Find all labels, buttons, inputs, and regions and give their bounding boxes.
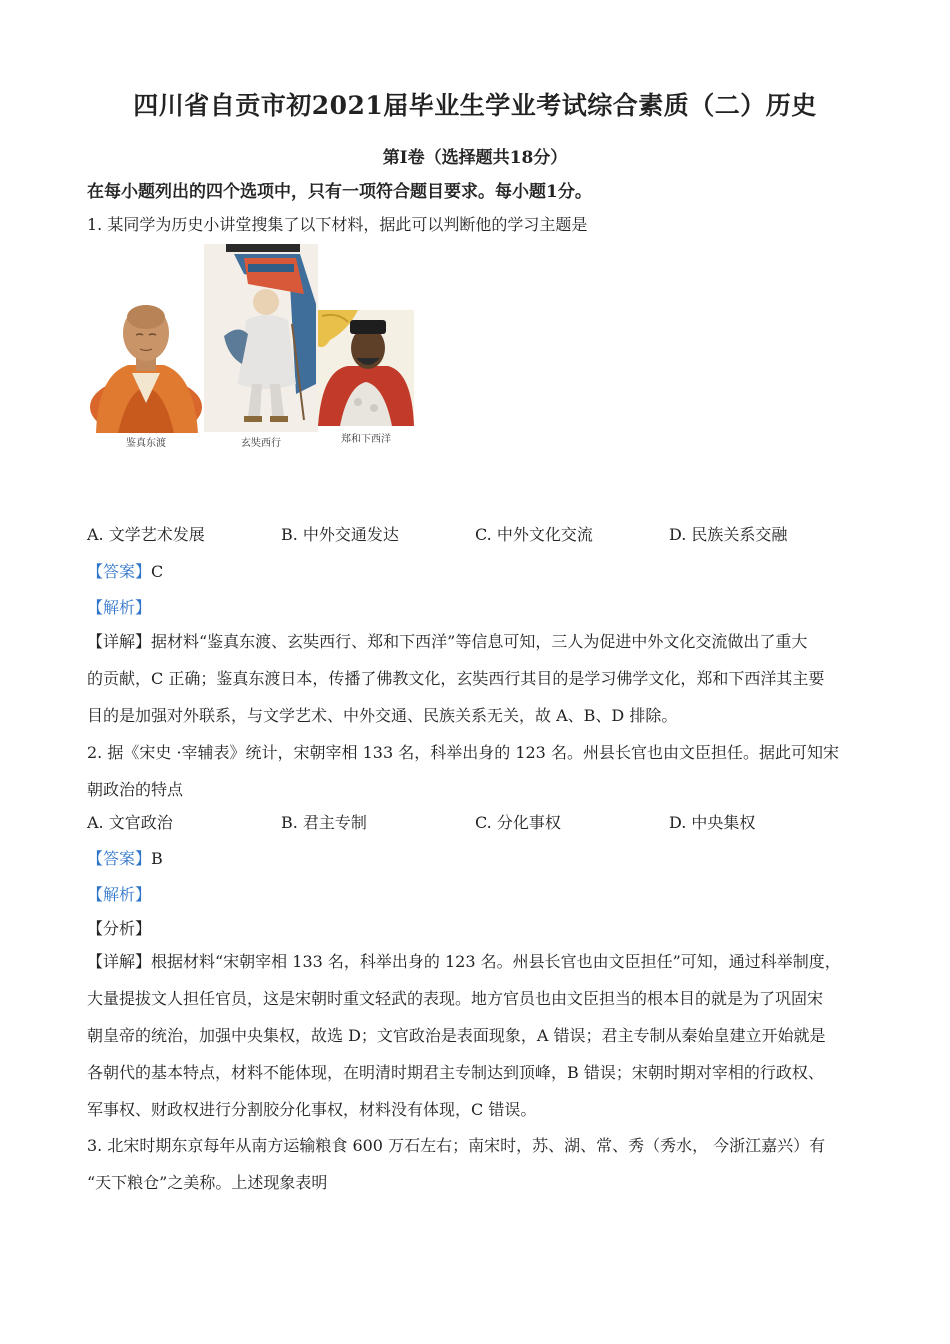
figure-caption-jianzhen: 鉴真东渡 — [126, 438, 166, 449]
monk-portrait-image — [88, 295, 204, 433]
zhenghe-portrait-image — [318, 310, 414, 426]
instruction-text: 在每小题列出的四个选项中，只有一项符合题目要求。每小题1分。 — [87, 182, 592, 202]
q2-detail-line: 朝皇帝的统治，加强中央集权，故选 D；文官政治是表面现象，A 错误；君主专制从秦始皇建立开始就是 — [87, 1026, 826, 1045]
q2-option-a[interactable]: A. 文官政治 — [87, 813, 173, 832]
q1-option-c[interactable]: C. 中外文化交流 — [475, 525, 593, 544]
q2-stem-line: 朝政治的特点 — [87, 780, 184, 799]
figure-caption-xuanzang: 玄奘西行 — [241, 438, 281, 449]
answer-value: B — [151, 849, 163, 868]
q2-detail-line: 【详解】根据材料“宋朝宰相 133 名，科举出身的 123 名。州县长官也由文臣担任”可知，通过科举制度， — [87, 952, 841, 971]
q1-option-b[interactable]: B. 中外交通发达 — [281, 525, 399, 544]
figure-caption-zhenghe: 郑和下西洋 — [341, 434, 391, 445]
q2-option-c[interactable]: C. 分化事权 — [475, 813, 561, 832]
page-title: 四川省自贡市初2021届毕业生学业考试综合素质（二）历史 — [133, 91, 817, 120]
q1-option-d[interactable]: D. 民族关系交融 — [669, 525, 788, 544]
q2-detail-line: 各朝代的基本特点，材料不能体现，在明清时期君主专制达到顶峰，B 错误；宋朝时期对宰相的行政权、 — [87, 1063, 824, 1082]
q1-detail-line: 目的是加强对外联系，与文学艺术、中外交通、民族关系无关，故 A、B、D 排除。 — [87, 706, 678, 725]
answer-label: 【答案】 — [87, 849, 152, 868]
q2-analysis-label: 【解析】 — [87, 885, 152, 904]
q3-stem-line: “天下粮仓”之美称。上述现象表明 — [87, 1173, 328, 1192]
q1-answer — [87, 559, 163, 582]
answer-value: C — [151, 562, 164, 581]
xuanzang-painting-image — [204, 244, 318, 432]
q3-stem-line: 3. 北宋时期东京每年从南方运输粮食 600 万石左右；南宋时，苏、湖、常、秀（秀水， 今浙江嘉兴）有 — [87, 1136, 826, 1155]
q2-answer — [87, 846, 163, 869]
q1-stem: 1. 某同学为历史小讲堂搜集了以下材料，据此可以判断他的学习主题是 — [87, 215, 588, 234]
q2-fenxi-label: 【分析】 — [87, 919, 152, 938]
q2-option-d[interactable]: D. 中央集权 — [669, 813, 756, 832]
q1-analysis-label: 【解析】 — [87, 598, 152, 617]
q1-option-a[interactable]: A. 文学艺术发展 — [87, 525, 205, 544]
section-heading: 第Ⅰ卷（选择题共18分） — [382, 148, 568, 168]
q1-detail-line: 【详解】据材料“鉴真东渡、玄奘西行、郑和下西洋”等信息可知，三人为促进中外文化交流做出了重大 — [87, 632, 808, 651]
q2-option-b[interactable]: B. 君主专制 — [281, 813, 367, 832]
answer-label: 【答案】 — [87, 562, 152, 581]
q1-detail-line: 的贡献，C 正确；鉴真东渡日本，传播了佛教文化，玄奘西行其目的是学习佛学文化，郑和下西洋其主要 — [87, 669, 825, 688]
q2-stem-line: 2. 据《宋史 ·宰辅表》统计，宋朝宰相 133 名，科举出身的 123 名。州县长官也由文臣担任。据此可知宋 — [87, 743, 839, 762]
q2-detail-line: 大量提拔文人担任官员，这是宋朝时重文轻武的表现。地方官员也由文臣担当的根本目的就是为了巩固宋 — [87, 989, 824, 1008]
q2-detail-line: 军事权、财政权进行分割胶分化事权，材料没有体现，C 错误。 — [87, 1100, 537, 1119]
